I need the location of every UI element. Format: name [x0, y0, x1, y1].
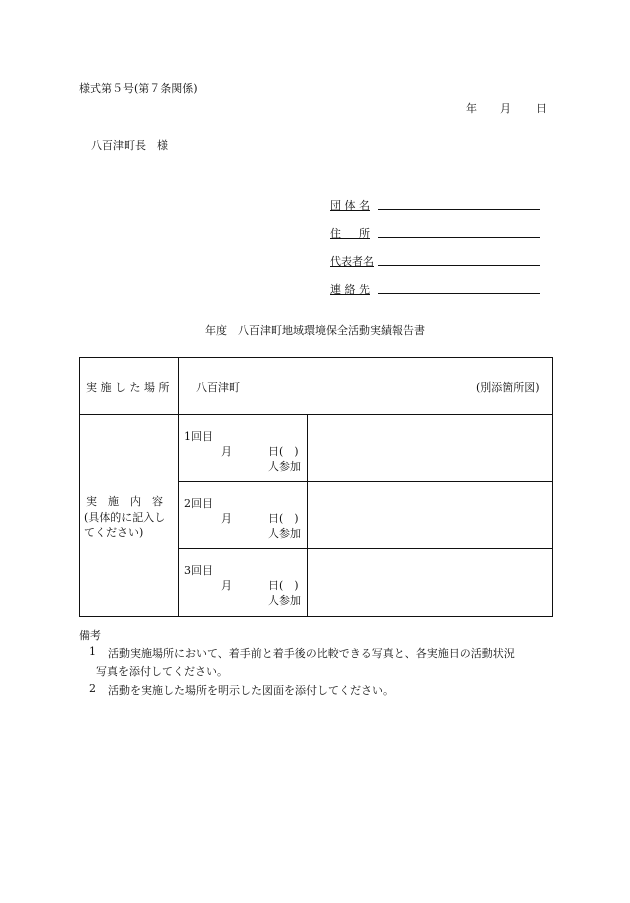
note-text: 活動を実施した場所を明示した図面を添付してください。 [108, 684, 394, 697]
session-details[interactable] [312, 556, 546, 610]
session-month[interactable]: 月 [221, 512, 232, 525]
group-name-label: 団 体 名 [330, 199, 370, 212]
session-participants[interactable]: 人参加 [268, 594, 301, 607]
session-number: 2回目 [184, 497, 213, 510]
session-details[interactable] [312, 489, 546, 543]
session-month[interactable]: 月 [221, 579, 232, 592]
representative-label: 代表者名 [330, 255, 374, 268]
contact-label: 連 絡 先 [330, 283, 370, 296]
table-divider [178, 358, 179, 616]
group-name-field[interactable] [378, 197, 540, 210]
table-divider [178, 481, 552, 482]
place-note: (別添箇所図) [476, 381, 540, 394]
address-field[interactable] [378, 225, 540, 238]
date-year: 年 [466, 102, 477, 115]
date-month: 月 [500, 102, 511, 115]
note-text: 活動実施場所において、着手前と着手後の比較できる写真と、各実施日の活動状況 [108, 647, 515, 660]
document-title: 年度 八百津町地域環境保全活動実績報告書 [205, 324, 425, 337]
session-details[interactable] [312, 422, 546, 476]
session-participants[interactable]: 人参加 [268, 527, 301, 540]
session-day[interactable]: 日( ) [268, 445, 299, 458]
table-divider [307, 414, 308, 616]
note-number: 2 [89, 682, 96, 695]
session-month[interactable]: 月 [221, 445, 232, 458]
session-day[interactable]: 日( ) [268, 579, 299, 592]
session-day[interactable]: 日( ) [268, 512, 299, 525]
addressee: 八百津町長 様 [91, 139, 168, 152]
report-table [79, 357, 553, 617]
session-participants[interactable]: 人参加 [268, 460, 301, 473]
representative-field[interactable] [378, 253, 540, 266]
content-label-line-1: 実 施 内 容 [86, 495, 163, 508]
place-label: 実 施 し た 場 所 [86, 381, 170, 394]
content-label-line-2: (具体的に記入し [84, 511, 166, 524]
notes-heading: 備考 [79, 629, 101, 642]
place-value[interactable]: 八百津町 [196, 381, 240, 394]
content-label-line-3: てください) [84, 526, 144, 539]
session-number: 3回目 [184, 564, 213, 577]
form-number: 様式第５号(第７条関係) [79, 82, 198, 95]
table-divider [80, 414, 552, 415]
session-number: 1回目 [184, 430, 213, 443]
date-day: 日 [536, 102, 547, 115]
note-number: 1 [89, 645, 96, 658]
address-label: 住 所 [330, 227, 370, 240]
table-divider [178, 548, 552, 549]
contact-field[interactable] [378, 281, 540, 294]
note-text-continued: 写真を添付してください。 [96, 665, 228, 678]
